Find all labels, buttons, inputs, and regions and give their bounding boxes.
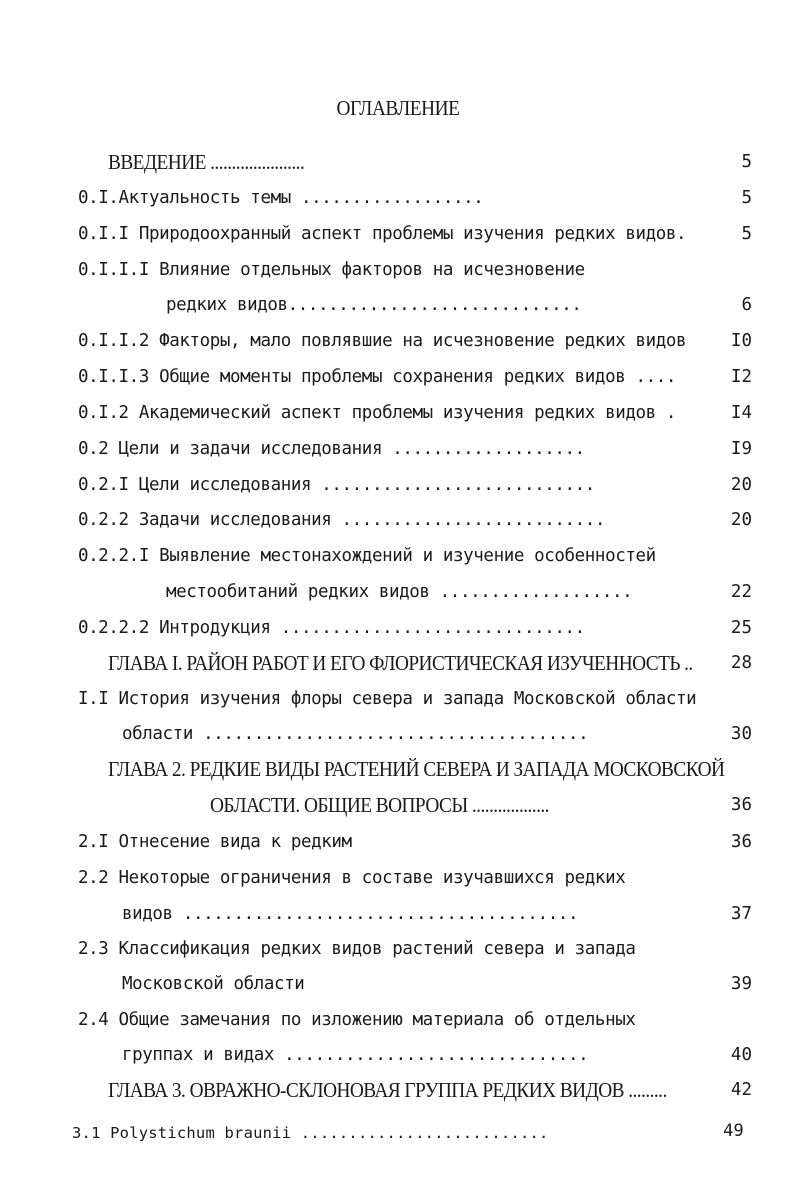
toc-entry: 2.3 Классификация редких видов растений севера и запада	[78, 939, 636, 959]
toc-title: ОГЛАВЛЕНИЕ	[336, 96, 460, 120]
toc-entry-continuation: местообитаний редких видов ...................	[166, 582, 633, 602]
toc-page: 42	[730, 1080, 752, 1100]
toc-entry: 0.I.2 Академический аспект проблемы изучения редких видов .	[78, 403, 677, 423]
toc-chapter-2-continuation: ОБЛАСТИ. ОБЩИЕ ВОПРОСЫ ..................	[210, 793, 549, 817]
toc-chapter-3: ГЛАВА 3. ОВРАЖНО-СКЛОНОВАЯ ГРУППА РЕДКИХ ВИДОВ .........	[108, 1078, 667, 1102]
toc-entry: 0.2.2.2 Интродукция ..............................	[78, 618, 585, 638]
toc-entry-continuation: редких видов.............................	[166, 295, 582, 315]
toc-page: I4	[730, 403, 752, 423]
toc-page: I0	[730, 331, 752, 351]
toc-page: 28	[730, 653, 752, 673]
toc-chapter-2: ГЛАВА 2. РЕДКИЕ ВИДЫ РАСТЕНИЙ СЕВЕРА И ЗАПАДА МОСКОВСКОЙ	[108, 757, 725, 781]
toc-page: 22	[730, 582, 752, 602]
toc-entry: 0.2.I Цели исследования ...........................	[78, 475, 595, 495]
toc-entry: 0.I.I Природоохранный аспект проблемы изучения редких видов.	[78, 224, 687, 244]
toc-page: 6	[741, 295, 752, 315]
toc-page: I2	[730, 367, 752, 387]
toc-page: 20	[730, 510, 752, 530]
toc-entry: 0.2.2 Задачи исследования ..........................	[78, 510, 606, 530]
toc-page: 5	[741, 224, 752, 244]
toc-entry: 0.I.I.I Влияние отдельных факторов на исчезновение	[78, 260, 585, 280]
toc-page: I9	[730, 439, 752, 459]
toc-entry: 0.I.Актуальность темы ..................	[78, 188, 484, 208]
toc-entry-introduction: ВВЕДЕНИЕ ......................	[108, 150, 305, 174]
toc-page-introduction: 5	[741, 152, 752, 172]
toc-entry: 0.I.I.2 Факторы, мало повлявшие на исчезновение редких видов	[78, 331, 687, 351]
toc-page: 25	[730, 618, 752, 638]
toc-page: 39	[730, 974, 752, 994]
toc-entry: 2.I Отнесение вида к редким	[78, 832, 352, 852]
toc-entry: 2.4 Общие замечания по изложению материала об отдельных	[78, 1010, 636, 1030]
toc-page: 49	[723, 1121, 744, 1141]
toc-entry-continuation: видов .......................................	[122, 904, 579, 924]
toc-entry: 2.2 Некоторые ограничения в составе изучавшихся редких	[78, 868, 626, 888]
toc-entry: I.I История изучения флоры севера и запада Московской области	[78, 689, 697, 709]
toc-page: 40	[730, 1045, 752, 1065]
toc-entry: 0.2 Цели и задачи исследования ...................	[78, 439, 585, 459]
toc-page: 30	[730, 724, 752, 744]
toc-page: 36	[730, 832, 752, 852]
toc-entry: 0.2.2.I Выявление местонахождений и изучение особенностей	[78, 546, 656, 566]
toc-page: 37	[730, 904, 752, 924]
toc-entry-continuation: области ......................................	[122, 724, 589, 744]
toc-entry: 0.I.I.3 Общие моменты проблемы сохранения редких видов ....	[78, 367, 677, 387]
toc-page: 36	[730, 795, 752, 815]
toc-entry-species: 3.1 Polystichum braunii ..........................	[72, 1124, 549, 1142]
toc-page: 5	[741, 188, 752, 208]
toc-page: 20	[730, 475, 752, 495]
toc-entry-continuation: Московской области	[122, 974, 305, 994]
toc-entry-continuation: группах и видах ..............................	[122, 1045, 589, 1065]
toc-chapter-1: ГЛАВА I. РАЙОН РАБОТ И ЕГО ФЛОРИСТИЧЕСКАЯ ИЗУЧЕННОСТЬ ..	[108, 651, 693, 675]
